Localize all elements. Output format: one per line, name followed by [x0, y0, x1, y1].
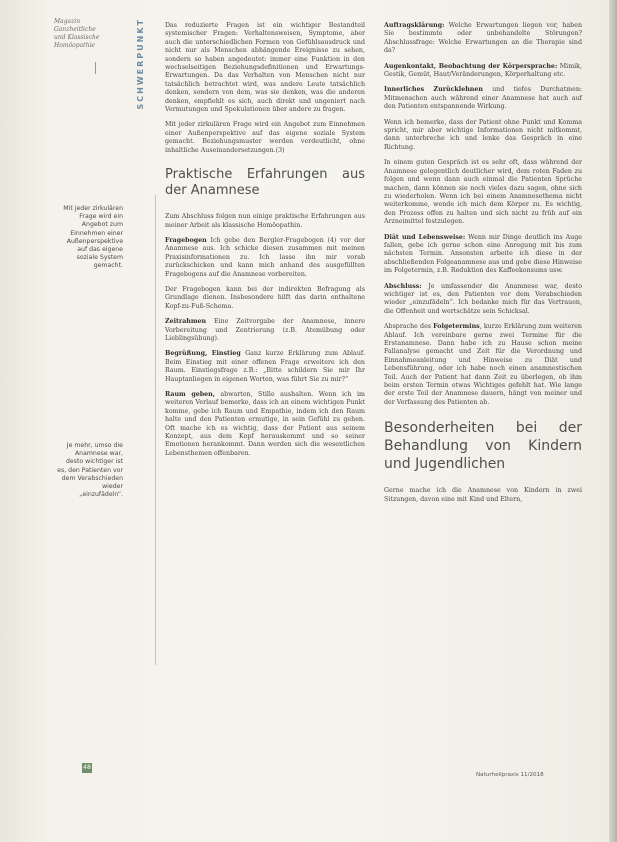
- text: Mimik, Gestik, Gemüt, Haut/Veränderungen, Körperhaltung etc.: [384, 62, 582, 79]
- paragraph: [384, 63, 582, 80]
- term: Diät und Lebensweise:: [384, 233, 466, 241]
- brand-rule: [95, 62, 96, 74]
- page-binding-edge: [609, 0, 617, 842]
- paragraph: [384, 283, 582, 317]
- text: , kurze Erklärung zum weiteren Ablauf. Ich vereinbare gerne zwei Termine für die Erstanamnese. Dann habe ich zu Hause schon meine Fallanalyse gemacht und Zeit für die Verordnung und Einnahmeanleitung und Hinweise zu Diät und Lebensführung, oder ich habe noch einen anamnestischen Teil. Auch der Patient hat dann Zeit zu überlegen, ob ihm beim ersten Termin etwas Wichtiges gefehlt hat. Wie lange der erste Teil der Anamnese dauern, hängt von meiner und der Verfassung des Patienten ab.: [384, 323, 582, 406]
- text: Absprache des: [384, 323, 434, 331]
- article-column-right: [384, 22, 582, 511]
- paragraph: Wenn ich bemerke, dass der Patient ohne Punkt und Komma spricht, mir aber wichtige Informationen nicht mitkommt, dann unterbreche ich und lenke das Gespräch in eine Richtung.: [384, 118, 582, 151]
- column-divider: [155, 195, 156, 665]
- brand-line: und Klassische: [54, 34, 100, 41]
- section-heading: Besonderheiten bei der Behandlung von Kindern und Jugendlichen: [384, 420, 582, 473]
- text: Ganz kurze Erklärung zum Ablauf. Beim Einstieg mit einer offenen Frage erweitere ich den Raum. Einstiegsfrage z.B.: „Bitte schildern Sie mir Ihr Hauptanliegen in eigenen Worten, was führt Sie zu mir?“: [165, 350, 365, 383]
- term: Augenkontakt, Beobachtung der Körpersprache:: [384, 62, 558, 70]
- paragraph: [384, 323, 582, 407]
- term: Auftragsklärung:: [384, 22, 445, 29]
- term: Innerliches Zurücklehnen: [384, 86, 483, 94]
- term: Raum geben,: [165, 391, 215, 398]
- term: Fragebogen: [165, 236, 207, 244]
- term: Zeitrahmen: [165, 318, 207, 326]
- article-column-left: [165, 22, 365, 465]
- text: Eine Zeitvorgabe der Anamnese, innere Vorbereitung und Zentrierung (z.B. Atemübung oder Lieblingsübung).: [165, 318, 365, 342]
- paragraph: Das reduzierte Fragen ist ein wichtiger Bestandteil systemischer Fragen: Verhaltensweisen, Symptome, aber auch die unterschiedlichen Formen von Gefühlsausdruck und nicht nur als Menschen abhängende Ereignisse zu sehen, sondern so haben angedeutet: immer eine Funktion in den wechselseitigen Beziehungsdefinitionen und Erwartungs-Erwartungen. Da das Verhalten von Menschen nicht nur tatsächlich betrachtet wird, was andere Leute tatsächlich denken, sondern von dem, was sie denken, was die anderen denken, empfiehlt es sich, auch direkt und ungeniert nach Vermutungen und Spekulationen über andere zu fragen.: [165, 22, 365, 114]
- text: Welche Erwartungen liegen vor, haben Sie bestimmte oder unbehandelte Störungen? Abschlussfrage: Welche Erwartungen an die Therapie sind da?: [384, 22, 582, 55]
- term: Abschluss:: [384, 282, 422, 290]
- paragraph: [165, 318, 365, 343]
- paragraph: [165, 350, 365, 384]
- text: abwarten, Stille aushalten. Wenn ich im weiteren Verlauf bemerke, dass ich an einem wichtigen Punkt komme, gebe ich Raum und Empathie, indem ich den Raum halte und den Patienten ermutige, in sein Gefühl zu gehen. Oft mache ich es wichtig, dass der Patient aus seinem Konzept, aus dem Kopf herauskommt und so seiner Emotionen herankommt. Dann werden sich die wesentlichen Lebensthemen offenbaren.: [165, 391, 365, 457]
- page-number: 48: [83, 764, 91, 771]
- brand-line: Homöopathie: [54, 42, 95, 49]
- paragraph: [384, 234, 582, 276]
- brand-line: Magazin: [54, 18, 81, 25]
- paragraph: [165, 237, 365, 279]
- paragraph: In einem guten Gespräch ist es sehr oft, dass während der Anamnese gelegentlich deutlicher wird, dem roten Faden zu folgen und wenn dann auch einmal die Patienten Sprüche machen, dann können sie noch vieles dazu sagen, ohne sich zu wiederholen. Wenn ich bei einem Anamnesethema nicht weiterkomme, wende ich mich dem Körper zu. Es wichtig, den Prozess offen zu halten und sich nicht zu früh auf ein Arzneimittel festzulegen.: [384, 159, 582, 226]
- section-heading: Praktische Erfahrungen aus der Anamnese: [165, 167, 365, 199]
- paragraph: [384, 22, 582, 56]
- paragraph: Der Fragebogen kann bei der indirekten Befragung als Grundlage dienen. Insbesondere hilft das darin enthaltene Kopf-zu-Fuß-Schema.: [165, 285, 365, 310]
- issue-footer: Naturheilpraxis 11/2018: [476, 772, 544, 778]
- section-label: SCHWERPUNKT: [136, 18, 145, 110]
- text: Wenn mir Dinge deutlich ins Auge fallen, gebe ich gerne schon eine Anregung mit bis zum nächsten Termin. Ansonsten arbeite ich diese in der abschließenden Folgeanamnese aus und gebe diese Hinweise im Folgetermin, z.B. Reduktion des Kaffeekonsums usw.: [384, 233, 582, 275]
- term: Folgetermins: [433, 323, 480, 331]
- text: und tiefes Durchatmen: Mitmenschen auch während einer Anamnese hat auch auf den Patienten entspannende Wirkung.: [384, 86, 582, 111]
- magazine-brand: [54, 18, 124, 50]
- paragraph: Zum Abschluss folgen nun einige praktische Erfahrungen aus meiner Arbeit als klassische Homöopathin.: [165, 213, 365, 229]
- paragraph: [165, 391, 365, 458]
- pull-quote: Je mehr, umso die Anamnese war, desto wichtiger ist es, den Patienten vor dem Verabschieden wieder „einzufädeln“.: [57, 442, 123, 499]
- paragraph: Gerne mache ich die Anamnese von Kindern in zwei Sitzungen, davon eine mit Kind und Eltern,: [384, 487, 582, 503]
- paragraph: Mit jeder zirkulären Frage wird ein Angebot zum Einnehmen einer Außenperspektive auf das eigene soziale System gemacht. Beziehungsmuster werden verdeutlicht, ohne inhaltliche Auseinandersetzungen.(3): [165, 121, 365, 154]
- term: Begrüßung, Einstieg: [165, 350, 241, 358]
- paragraph: [384, 86, 582, 111]
- text: Ich gebe den Bergler-Fragebogen (4) vor der Anamnese aus. Ich schicke diesen zusammen mit meinen Praxisinformationen zu. Ich lasse ihn mir vorab zurückschicken und kann mich anhand des ausgefüllten Fragebogens auf die Anamnese vorbereiten.: [165, 236, 365, 278]
- text: Je umfassender die Anamnese war, desto wichtiger ist es, den Patienten vor dem Verabschieden wieder „einzufädeln“. Ich bedanke mich für das Vertrauen, die Offenheit und wertschätze sein Schicksal.: [384, 282, 582, 315]
- brand-line: Ganzheitliche: [54, 26, 96, 33]
- pull-quote: Mit jeder zirkulären Frage wird ein Angebot zum Einnehmen einer Außenperspektive auf das eigene soziale System gemacht.: [63, 205, 123, 270]
